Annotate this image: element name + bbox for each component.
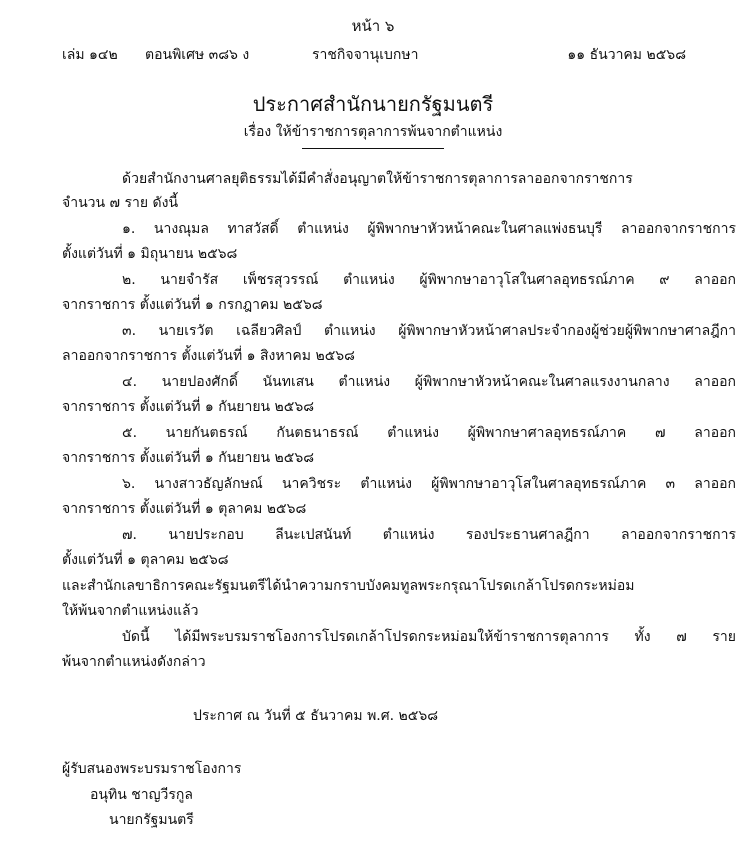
issue-number: ตอนพิเศษ ๓๘๖ ง xyxy=(145,47,250,63)
list-item-7-line-2: ตั้งแต่วันที่ ๑ ตุลาคม ๒๕๖๘ xyxy=(62,552,229,568)
intro-line-2: จำนวน ๗ ราย ดังนี้ xyxy=(62,195,179,211)
royal-command-line-2: พ้นจากตำแหน่งดังกล่าว xyxy=(62,654,206,670)
publication-date: ๑๑ ธันวาคม ๒๕๖๘ xyxy=(567,47,686,63)
list-item-1-line-1: ๑. นางณุมล ทาสวัสดิ์ ตำแหน่ง ผู้พิพากษาหัวหน้าคณะในศาลแพ่งธนบุรี ลาออกจากราชการ xyxy=(122,221,736,237)
volume-number: เล่ม ๑๔๒ xyxy=(62,47,118,63)
signatory-position: นายกรัฐมนตรี xyxy=(109,812,194,828)
intro-line-1: ด้วยสำนักงานศาลยุติธรรมได้มีคำสั่งอนุญาตให้ข้าราชการตุลาการลาออกจากราชการ xyxy=(122,171,633,187)
list-item-5-line-1: ๕. นายกันตธรณ์ กันตธนาธรณ์ ตำแหน่ง ผู้พิพากษาศาลอุทธรณ์ภาค ๗ ลาออก xyxy=(122,425,736,441)
list-item-5-line-2: จากราชการ ตั้งแต่วันที่ ๑ กันยายน ๒๕๖๘ xyxy=(62,450,315,466)
closing-line-1: และสำนักเลขาธิการคณะรัฐมนตรีได้นำความกราบบังคมทูลพระกรุณาโปรดเกล้าโปรดกระหม่อม xyxy=(62,578,635,594)
list-item-2-line-2: จากราชการ ตั้งแต่วันที่ ๑ กรกฎาคม ๒๕๖๘ xyxy=(62,297,323,313)
announcement-subject: เรื่อง ให้ข้าราชการตุลาการพ้นจากตำแหน่ง xyxy=(243,124,503,140)
announcement-title: ประกาศสำนักนายกรัฐมนตรี xyxy=(252,92,494,116)
list-item-4-line-1: ๔. นายปองศักดิ์ นันทเสน ตำแหน่ง ผู้พิพากษาหัวหน้าคณะในศาลแรงงานกลาง ลาออก xyxy=(122,374,736,390)
list-item-2-line-1: ๒. นายจำรัส เพ็ชรสุวรรณ์ ตำแหน่ง ผู้พิพากษาอาวุโสในศาลอุทธรณ์ภาค ๙ ลาออก xyxy=(122,272,736,288)
title-divider xyxy=(302,148,444,149)
list-item-3-line-2: ลาออกจากราชการ ตั้งแต่วันที่ ๑ สิงหาคม ๒๕๖๘ xyxy=(62,348,355,364)
closing-line-2: ให้พ้นจากตำแหน่งแล้ว xyxy=(62,603,199,619)
list-item-6-line-2: จากราชการ ตั้งแต่วันที่ ๑ ตุลาคม ๒๕๖๘ xyxy=(62,501,307,517)
royal-command-line-1: บัดนี้ ได้มีพระบรมราชโองการโปรดเกล้าโปรดกระหม่อมให้ข้าราชการตุลาการ ทั้ง ๗ ราย xyxy=(122,629,736,645)
list-item-7-line-1: ๗. นายประกอบ ลีนะเปสนันท์ ตำแหน่ง รองประธานศาลฎีกา ลาออกจากราชการ xyxy=(122,527,736,543)
list-item-3-line-1: ๓. นายเรวัต เฉลียวศิลป์ ตำแหน่ง ผู้พิพากษาหัวหน้าศาลประจำกองผู้ช่วยผู้พิพากษาศาลฎีกา xyxy=(122,323,736,339)
announcement-date: ประกาศ ณ วันที่ ๕ ธันวาคม พ.ศ. ๒๕๖๘ xyxy=(193,708,439,724)
page-number: หน้า ๖ xyxy=(351,17,395,35)
list-item-4-line-2: จากราชการ ตั้งแต่วันที่ ๑ กันยายน ๒๕๖๘ xyxy=(62,399,315,415)
list-item-6-line-1: ๖. นางสาวธัญลักษณ์ นาควิชระ ตำแหน่ง ผู้พิพากษาอาวุโสในศาลอุทธรณ์ภาค ๓ ลาออก xyxy=(122,476,736,492)
countersign-label: ผู้รับสนองพระบรมราชโองการ xyxy=(62,761,242,777)
publication-name: ราชกิจจานุเบกษา xyxy=(312,47,419,63)
signatory-name: อนุทิน ชาญวีรกูล xyxy=(90,787,193,803)
list-item-1-line-2: ตั้งแต่วันที่ ๑ มิถุนายน ๒๕๖๘ xyxy=(62,246,238,262)
